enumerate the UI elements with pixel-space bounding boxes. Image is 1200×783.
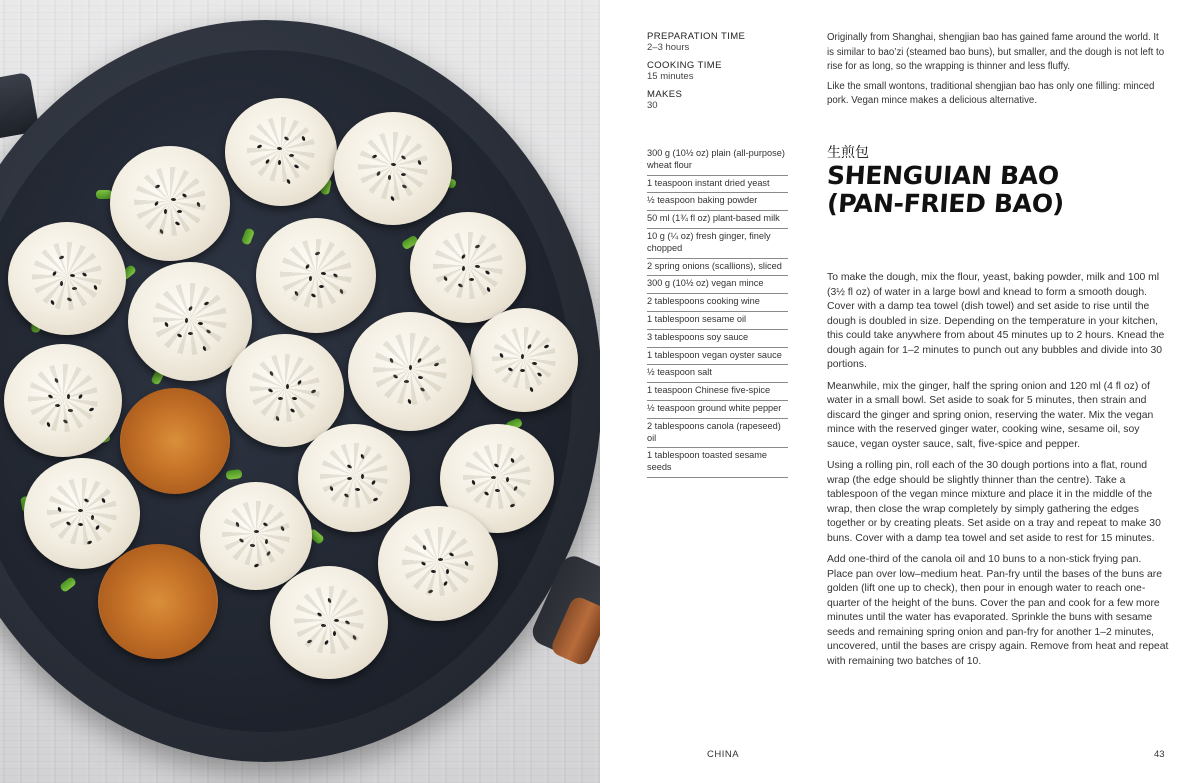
sesame-seed — [84, 498, 90, 503]
sesame-seed — [91, 515, 94, 520]
bao-bun — [24, 458, 140, 569]
sesame-seed — [404, 380, 409, 383]
ingredient-item: 1 tablespoon vegan oyster sauce — [647, 348, 788, 366]
sesame-seed — [532, 362, 537, 366]
sesame-seed — [327, 598, 332, 604]
sesame-seed — [510, 457, 515, 463]
ingredient-item: 300 g (10½ oz) vegan mince — [647, 276, 788, 294]
sesame-seed — [469, 278, 474, 281]
sesame-seed — [205, 329, 211, 334]
sesame-seed — [487, 287, 492, 293]
sesame-seed — [446, 569, 449, 574]
sesame-seed — [520, 369, 525, 372]
bao-bun — [225, 98, 337, 206]
sesame-seed — [417, 159, 422, 165]
sesame-seed — [253, 563, 259, 568]
sesame-seed — [250, 543, 255, 547]
ingredients-list — [647, 146, 788, 478]
sesame-seed — [521, 354, 524, 359]
sesame-seed — [57, 507, 62, 513]
sesame-seed — [339, 289, 344, 295]
bao-bun — [98, 544, 218, 659]
sesame-seed — [72, 287, 77, 290]
recipe-title-block — [827, 144, 1167, 218]
sesame-seed — [315, 251, 321, 256]
ingredient-item: 1 tablespoon toasted sesame seeds — [647, 448, 788, 478]
bao-bun — [256, 218, 376, 333]
sesame-seed — [78, 523, 83, 527]
sesame-seed — [60, 281, 63, 286]
ingredient-item: 2 spring onions (scallions), sliced — [647, 259, 788, 277]
sesame-seed — [78, 509, 83, 512]
sesame-seed — [400, 155, 406, 160]
ingredient-item: 1 tablespoon sesame oil — [647, 312, 788, 330]
sesame-seed — [449, 552, 455, 557]
ingredient-item: 10 g (¼ oz) fresh ginger, finely chopped — [647, 229, 788, 259]
ingredient-item: ½ teaspoon baking powder — [647, 193, 788, 211]
sesame-seed — [301, 136, 306, 142]
intro-paragraph: Originally from Shanghai, shengjian bao has gained fame around the world. It is similar to bao’zi (steamed bao buns), but smaller, and the dough is not left to rise for as long, so the wrapping is thinner and less fluffy. — [827, 32, 1165, 73]
sesame-seed — [101, 497, 106, 503]
sesame-seed — [203, 301, 209, 306]
sesame-seed — [164, 322, 169, 328]
sesame-seed — [177, 210, 182, 213]
sesame-seed — [527, 344, 532, 350]
sesame-seed — [263, 522, 269, 527]
sesame-seed — [529, 386, 534, 392]
sesame-seed — [294, 164, 300, 169]
sesame-seed — [505, 477, 508, 482]
method-step: Meanwhile, mix the ginger, half the spring onion and 120 ml (4 fl oz) of water in a small bowl. Set aside to soak for 5 minutes, then strain and discard the ginger and spring onion, reserving the water. Mix the vegan mince with the reserved ginger water, cooking wine, sesame oil, soy sauce, vegan oyster sauce, salt, five-spice and pepper. — [827, 380, 1154, 450]
chapter-name: CHINA — [707, 749, 740, 760]
sesame-seed — [286, 384, 289, 389]
bao-bun — [110, 146, 230, 261]
sesame-seed — [68, 409, 73, 413]
sesame-seed — [483, 490, 489, 495]
sesame-seed — [361, 474, 364, 479]
bao-bun — [200, 482, 312, 590]
sesame-seed — [52, 271, 57, 277]
sesame-seed — [268, 388, 274, 393]
makes-value: 30 — [647, 100, 658, 111]
sesame-seed — [443, 275, 448, 281]
ingredient-item: 3 tablespoons soy sauce — [647, 330, 788, 348]
preparation-time-value: 2–3 hours — [647, 42, 690, 53]
sesame-seed — [55, 404, 60, 407]
sesame-seed — [284, 136, 290, 141]
intro-text — [827, 31, 1167, 114]
sesame-seed — [464, 561, 469, 567]
bao-bun — [298, 424, 410, 532]
sesame-seed — [154, 184, 160, 189]
bao-bun — [120, 388, 230, 494]
sesame-seed — [324, 640, 329, 646]
sesame-seed — [265, 158, 270, 164]
sesame-seed — [389, 357, 394, 363]
sesame-seed — [81, 272, 87, 277]
sesame-seed — [543, 344, 549, 349]
preparation-time — [647, 31, 797, 53]
sesame-seed — [289, 154, 294, 157]
ingredient-item: 300 g (10½ oz) plain (all-purpose) wheat flour — [647, 146, 788, 176]
sesame-seed — [431, 569, 436, 573]
sesame-seed — [50, 299, 55, 305]
sesame-seed — [58, 255, 64, 260]
makes-label: MAKES — [647, 89, 683, 100]
sesame-seed — [462, 266, 465, 271]
ingredient-item: 1 teaspoon Chinese five-spice — [647, 383, 788, 401]
sesame-seed — [174, 221, 180, 226]
sesame-seed — [433, 363, 439, 368]
sesame-seed — [63, 419, 69, 424]
sesame-seed — [280, 526, 285, 532]
page-number: 43 — [1154, 749, 1165, 760]
sesame-seed — [256, 144, 262, 149]
sesame-seed — [307, 639, 313, 644]
sesame-seed — [513, 486, 518, 492]
sesame-seed — [471, 479, 476, 485]
sesame-seed — [235, 522, 240, 528]
makes — [647, 89, 797, 111]
sesame-seed — [461, 253, 466, 259]
sesame-seed — [202, 346, 207, 352]
sesame-seed — [265, 539, 268, 544]
sesame-seed — [329, 486, 334, 492]
sesame-seed — [321, 624, 326, 628]
sesame-seed — [269, 371, 274, 377]
preparation-time-label: PREPARATION TIME — [647, 31, 746, 42]
bao-bun — [334, 112, 452, 225]
ingredient-item: 2 tablespoons cooking wine — [647, 294, 788, 312]
sesame-seed — [278, 160, 281, 165]
sesame-seed — [294, 290, 299, 296]
sesame-seed — [332, 273, 338, 278]
sesame-seed — [67, 394, 70, 399]
sesame-seed — [333, 631, 336, 636]
ingredient-item: ½ teaspoon salt — [647, 365, 788, 383]
ingredient-item: ½ teaspoon ground white pepper — [647, 401, 788, 419]
sesame-seed — [352, 635, 357, 641]
sesame-seed — [78, 393, 83, 399]
sesame-seed — [185, 318, 188, 323]
sesame-seed — [409, 365, 412, 370]
sesame-seed — [344, 493, 350, 498]
sesame-seed — [474, 244, 480, 249]
sesame-seed — [390, 195, 395, 201]
method-step: To make the dough, mix the flour, yeast, baking powder, milk and 100 ml (3½ fl oz) of water in a large bowl and knead to form a smooth dough. Cover with a damp tea towel (dish towel) and set aside to rise until the dough is doubled in size. Depending on the temperature in your kitchen, this could take anywhere from about 45 minutes up to 2 hours. Knead the dough again for 1–2 minutes to punch out any bubbles and divide into 30 portions. — [827, 272, 1165, 370]
sesame-seed — [388, 175, 391, 180]
method-step: Using a rolling pin, roll each of the 30 dough portions into a flat, round wrap (the edge should be slightly thinner than the centre). Take a tablespoon of the vegan mince mixture and place it in the middle of the wrap, then close the wrap completely by simply gathering the edges together or by creating pleats. Set aside on a tray and repeat to make 30 buns. Cover with a damp tea towel and set aside to rest for 15 minutes. — [827, 460, 1161, 544]
sesame-seed — [317, 612, 323, 617]
sesame-seed — [438, 558, 443, 561]
sesame-seed — [474, 265, 479, 269]
sesame-seed — [88, 407, 94, 412]
sesame-seed — [371, 480, 376, 486]
sesame-seed — [187, 306, 192, 312]
sesame-seed — [345, 620, 351, 625]
sesame-seed — [376, 170, 381, 176]
sesame-seed — [485, 270, 491, 275]
recipe-title-line-1: SHENGUIAN BAO — [826, 161, 1060, 190]
sesame-seed — [188, 332, 193, 335]
sesame-seed — [48, 393, 54, 398]
method-text — [827, 271, 1169, 676]
sesame-seed — [391, 163, 396, 167]
sesame-seed — [419, 387, 425, 392]
recipe-meta — [647, 31, 797, 118]
recipe-page — [600, 0, 1200, 783]
sesame-seed — [159, 228, 164, 234]
sesame-seed — [422, 544, 427, 550]
sesame-seed — [393, 374, 399, 379]
sesame-seed — [360, 453, 365, 459]
sesame-seed — [321, 271, 326, 275]
sesame-seed — [239, 538, 245, 543]
sesame-seed — [372, 154, 378, 159]
bao-bun — [270, 566, 388, 679]
sesame-seed — [418, 376, 423, 380]
sesame-seed — [275, 416, 280, 422]
bao-bun — [348, 312, 472, 431]
bao-bun — [4, 344, 122, 457]
sesame-seed — [309, 276, 312, 281]
recipe-title-line-2: (PAN-FRIED BAO) — [826, 189, 1065, 218]
sesame-seed — [495, 489, 500, 493]
sesame-seed — [292, 397, 297, 401]
sesame-seed — [95, 525, 100, 531]
sesame-seed — [347, 477, 352, 480]
bao-bun — [470, 308, 578, 412]
sesame-seed — [181, 193, 187, 198]
sesame-seed — [509, 503, 515, 508]
sesame-seed — [196, 202, 201, 208]
sesame-seed — [286, 178, 291, 184]
sesame-seed — [254, 530, 259, 533]
sesame-seed — [164, 208, 167, 213]
sesame-seed — [54, 377, 59, 383]
sesame-seed — [93, 285, 98, 291]
method-step: Add one-third of the canola oil and 10 buns to a non-stick frying pan. Place pan over low–medium heat. Pan-fry until the bases of the buns are golden (lift one up to check), then pour in enough water to reach one-quarter of the height of the buns. Cover the pan and cook for a few more minutes until the water has evaporated. Sprinkle the buns with sesame seeds and remaining spring onion and pan-fry for another 1–2 minutes, uncovered, until the bases are crispy again. Remove from heat and repeat with remaining two batches of 10. — [827, 554, 1169, 667]
sesame-seed — [355, 488, 360, 492]
bao-bun — [410, 212, 526, 323]
sesame-seed — [290, 408, 296, 413]
sesame-seed — [296, 379, 301, 385]
cooking-time-label: COOKING TIME — [647, 60, 722, 71]
intro-paragraph: Like the small wontons, traditional shengjian bao has only one filling: minced pork. Vegan mince makes a delicious alternative. — [827, 80, 1155, 107]
sesame-seed — [499, 352, 504, 358]
ingredient-item: 50 ml (1¾ fl oz) plant-based milk — [647, 211, 788, 229]
sesame-seed — [87, 541, 93, 546]
sesame-seed — [407, 398, 412, 404]
sesame-seed — [304, 264, 309, 270]
sesame-seed — [428, 589, 434, 594]
sesame-seed — [170, 198, 175, 202]
sesame-seed — [491, 476, 496, 479]
sesame-seed — [46, 422, 51, 428]
sesame-seed — [70, 273, 75, 277]
sesame-seed — [494, 463, 500, 468]
ingredient-item: 2 tablespoons canola (rapeseed) oil — [647, 419, 788, 449]
sesame-seed — [176, 333, 182, 338]
sesame-seed — [197, 321, 202, 325]
cooking-time-value: 15 minutes — [647, 71, 694, 82]
sesame-seed — [537, 371, 543, 376]
bao-bun — [378, 506, 498, 621]
sesame-seed — [319, 285, 324, 288]
sesame-seed — [402, 184, 408, 189]
sesame-seed — [278, 397, 283, 400]
sesame-seed — [310, 389, 316, 394]
sesame-seed — [401, 173, 406, 176]
sesame-seed — [310, 293, 316, 298]
sesame-seed — [66, 297, 72, 302]
sesame-seed — [153, 200, 158, 206]
sesame-seed — [66, 521, 72, 526]
sesame-seed — [417, 357, 422, 363]
sesame-seed — [334, 619, 339, 622]
ingredient-item: 1 teaspoon instant dried yeast — [647, 176, 788, 194]
sesame-seed — [443, 581, 448, 587]
sesame-seed — [421, 561, 427, 566]
sesame-seed — [346, 464, 352, 469]
sesame-seed — [458, 283, 464, 288]
sesame-seed — [266, 551, 271, 557]
cooking-time — [647, 60, 797, 82]
sesame-seed — [508, 367, 514, 372]
bao-bun — [8, 222, 126, 335]
chinese-title: 生煎包 — [827, 145, 869, 161]
sesame-seed — [372, 497, 378, 502]
sesame-seed — [277, 147, 282, 151]
